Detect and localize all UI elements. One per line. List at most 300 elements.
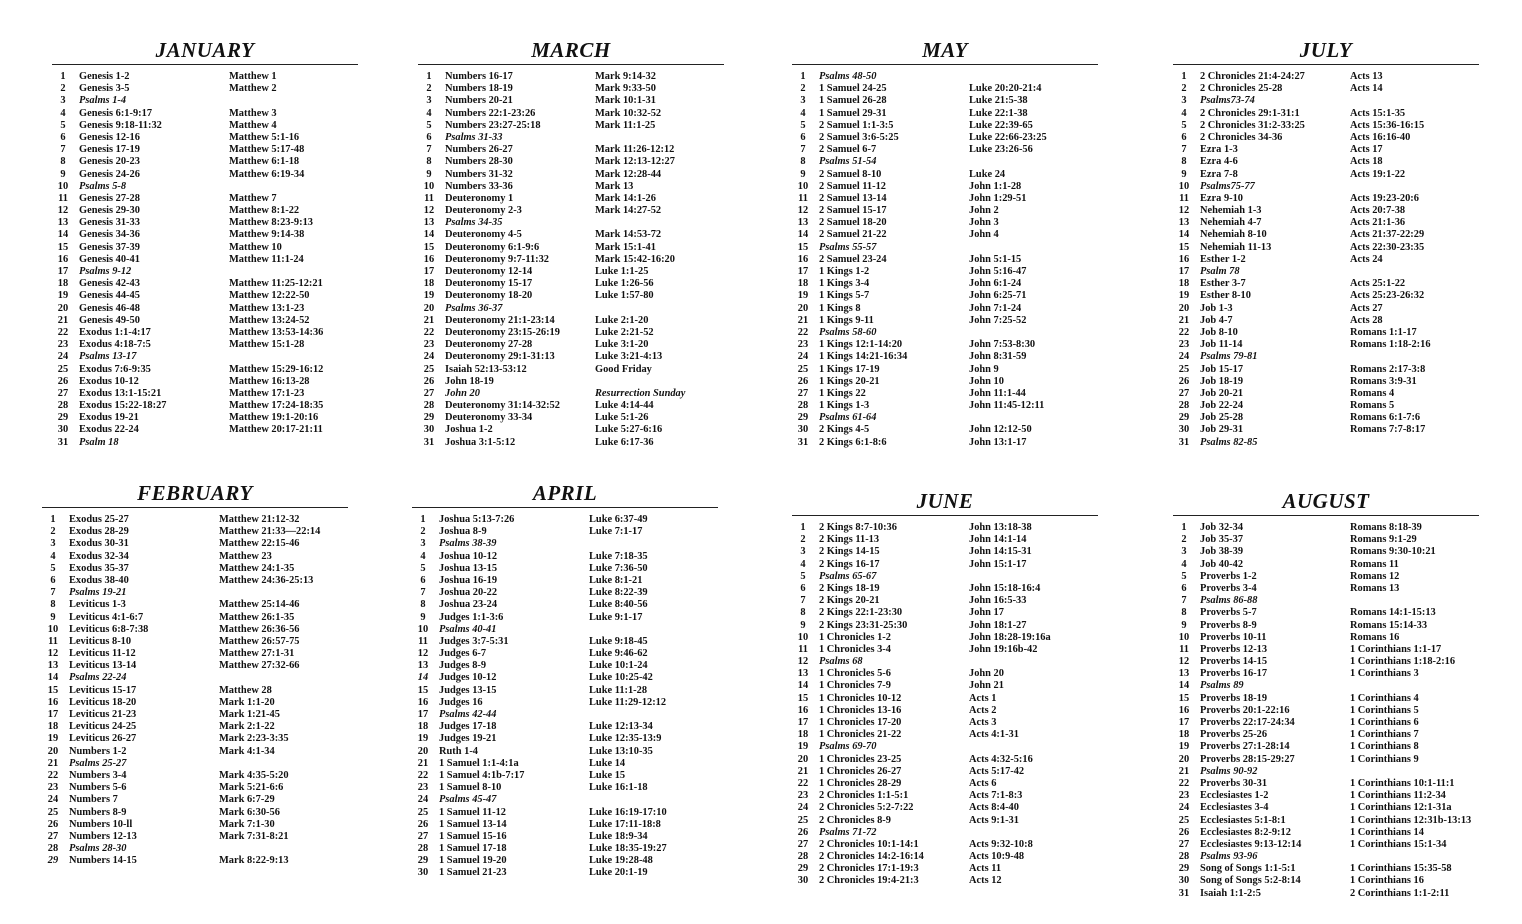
reading-primary: Genesis 29-30 <box>79 205 140 217</box>
reading-secondary: John 14:15-31 <box>969 546 1032 558</box>
reading-secondary: Luke 1:26-56 <box>595 278 654 290</box>
reading-primary: Psalms 93-96 <box>1200 851 1258 863</box>
reading-row <box>792 741 1098 753</box>
reading-primary: Numbers 16-17 <box>445 71 513 82</box>
reading-primary: 2 Samuel 21-22 <box>819 229 887 241</box>
reading-row <box>792 327 1098 339</box>
reading-row <box>792 437 1098 449</box>
reading-secondary: Luke 9:46-62 <box>589 648 648 660</box>
reading-secondary: Romans 16 <box>1350 631 1400 643</box>
reading-secondary: John 2 <box>969 205 999 217</box>
day-number: 29 <box>1178 863 1190 875</box>
reading-row <box>52 193 358 205</box>
reading-primary: 2 Chronicles 17:1-19:3 <box>819 863 919 875</box>
reading-secondary: Luke 18:9-34 <box>589 830 648 842</box>
reading-secondary: Luke 23:26-56 <box>969 144 1033 156</box>
day-number: 26 <box>417 818 429 830</box>
day-number: 19 <box>1178 741 1190 753</box>
reading-primary: 2 Chronicles 10:1-14:1 <box>819 838 919 850</box>
reading-row <box>42 855 348 867</box>
reading-secondary: John 14:1-14 <box>969 534 1027 546</box>
reading-secondary: Romans 4 <box>1350 387 1395 399</box>
day-number: 15 <box>57 241 69 253</box>
reading-primary: Psalms 86-88 <box>1200 595 1258 607</box>
reading-list <box>42 514 348 867</box>
reading-secondary: John 18:28-19:16a <box>969 631 1051 643</box>
reading-primary: Judges 6-7 <box>439 648 487 660</box>
reading-row <box>1173 595 1479 607</box>
reading-secondary: Acts 22:30-23:35 <box>1350 241 1425 253</box>
reading-secondary: John 7:53-8:30 <box>969 339 1036 351</box>
reading-secondary: Acts 3 <box>969 717 997 728</box>
reading-primary: Joshua 8-9 <box>439 526 487 538</box>
reading-secondary: Mark 4:1-34 <box>219 745 275 757</box>
reading-secondary: Acts 11 <box>969 863 1002 875</box>
day-number: 17 <box>797 266 809 277</box>
day-number: 5 <box>426 119 432 131</box>
reading-secondary: Acts 18 <box>1350 156 1383 168</box>
day-number: 8 <box>800 156 806 168</box>
reading-secondary: John 15:1-17 <box>969 558 1027 570</box>
day-number: 7 <box>1181 595 1187 607</box>
reading-primary: Proverbs 12-13 <box>1200 643 1268 655</box>
reading-row <box>42 648 348 660</box>
reading-row <box>42 636 348 648</box>
reading-primary: Proverbs 1-2 <box>1200 570 1257 582</box>
reading-primary: 2 Samuel 23-24 <box>819 253 887 265</box>
reading-row <box>792 169 1098 181</box>
day-number: 14 <box>1178 680 1190 692</box>
day-number: 12 <box>423 205 435 217</box>
reading-primary: Leviticus 13-14 <box>69 660 137 672</box>
day-number: 1 <box>1181 522 1187 533</box>
reading-primary: Exodus 13:1-15:21 <box>79 387 162 399</box>
reading-row <box>42 563 348 575</box>
reading-secondary: 1 Corinthians 1:1-17 <box>1350 643 1442 655</box>
day-number: 29 <box>797 412 809 424</box>
reading-row <box>1173 680 1479 692</box>
reading-row <box>792 839 1098 851</box>
day-number: 20 <box>797 753 809 765</box>
reading-row <box>52 400 358 412</box>
reading-secondary: Luke 16:1-18 <box>589 782 648 794</box>
reading-primary: Numbers 22:1-23:26 <box>445 107 536 119</box>
reading-secondary: Acts 25:1-22 <box>1350 278 1406 290</box>
reading-row <box>52 83 358 95</box>
reading-row <box>412 612 718 624</box>
day-number: 10 <box>797 180 809 192</box>
reading-secondary: Romans 9:1-29 <box>1350 534 1417 546</box>
reading-row <box>42 575 348 587</box>
day-number: 1 <box>800 71 806 82</box>
month-title: MARCH <box>531 38 611 62</box>
reading-secondary: Luke 1:1-25 <box>595 266 649 277</box>
reading-secondary: Acts 4:32-5:16 <box>969 753 1033 765</box>
reading-row <box>52 290 358 302</box>
reading-row <box>1173 254 1479 266</box>
reading-secondary: Luke 17:11-18:8 <box>589 818 661 830</box>
reading-row <box>792 254 1098 266</box>
reading-row <box>42 843 348 855</box>
reading-secondary: Acts 1 <box>969 692 997 704</box>
reading-primary: Job 8-10 <box>1200 326 1238 338</box>
day-number: 20 <box>47 745 59 757</box>
reading-secondary: John 9 <box>969 363 999 375</box>
reading-row <box>1173 412 1479 424</box>
day-number: 4 <box>426 107 432 119</box>
reading-row <box>1173 851 1479 863</box>
reading-row <box>418 71 724 83</box>
reading-secondary: John 1:1-28 <box>969 180 1022 192</box>
reading-secondary: Luke 9:18-45 <box>589 635 648 647</box>
reading-row <box>792 242 1098 254</box>
day-number: 8 <box>60 156 66 168</box>
reading-primary: Psalms 68 <box>819 656 863 668</box>
reading-primary: Song of Songs 1:1-5:1 <box>1200 863 1296 875</box>
reading-row <box>792 266 1098 278</box>
day-number: 8 <box>800 607 806 619</box>
reading-primary: Deuteronomy 31:14-32:52 <box>445 400 560 412</box>
day-number: 9 <box>800 168 806 180</box>
day-number: 28 <box>47 843 59 855</box>
reading-row <box>1173 266 1479 278</box>
reading-row <box>1173 815 1479 827</box>
day-number: 29 <box>57 412 69 424</box>
reading-row <box>792 424 1098 436</box>
reading-row <box>792 705 1098 717</box>
day-number: 14 <box>417 672 429 684</box>
reading-row <box>792 217 1098 229</box>
reading-row <box>1173 754 1479 766</box>
reading-primary: Psalms 90-92 <box>1200 765 1258 777</box>
reading-primary: 2 Chronicles 34-36 <box>1200 131 1283 143</box>
reading-primary: Proverbs 25-26 <box>1200 729 1268 741</box>
reading-secondary: 1 Corinthians 7 <box>1350 729 1419 741</box>
day-number: 8 <box>50 599 56 611</box>
reading-primary: 1 Chronicles 3-4 <box>819 643 891 655</box>
reading-secondary: 1 Corinthians 10:1-11:1 <box>1350 777 1455 789</box>
reading-row <box>1173 717 1479 729</box>
reading-row <box>42 599 348 611</box>
reading-primary: Proverbs 14-15 <box>1200 656 1268 668</box>
day-number: 23 <box>1178 790 1190 802</box>
day-number: 23 <box>1178 339 1190 351</box>
reading-secondary: Mark 12:13-12:27 <box>595 156 675 168</box>
reading-primary: Joshua 1-2 <box>445 424 493 436</box>
reading-primary: Numbers 1-2 <box>69 745 127 757</box>
reading-row <box>792 229 1098 241</box>
reading-secondary: Acts 14 <box>1350 83 1383 95</box>
month-title: AUGUST <box>1282 489 1370 513</box>
reading-secondary: Matthew 21:33—22:14 <box>219 526 321 538</box>
reading-secondary: 2 Corinthians 1:1-2:11 <box>1350 887 1450 899</box>
reading-primary: Psalms 82-85 <box>1200 436 1258 448</box>
reading-row <box>418 412 724 424</box>
reading-primary: 2 Kings 8:7-10:36 <box>819 522 897 533</box>
day-number: 23 <box>57 339 69 351</box>
reading-secondary: Luke 11:29-12:12 <box>589 696 667 708</box>
reading-secondary: Mark 6:30-56 <box>219 806 280 818</box>
reading-secondary: John 8:31-59 <box>969 351 1027 363</box>
reading-secondary: Matthew 8:23-9:13 <box>229 217 313 229</box>
day-number: 29 <box>47 855 59 867</box>
day-number: 3 <box>800 546 806 558</box>
reading-primary: Genesis 37-39 <box>79 241 140 253</box>
reading-primary: Psalms 79-81 <box>1200 351 1258 363</box>
reading-secondary: Luke 13:10-35 <box>589 745 653 757</box>
reading-primary: Psalms 28-30 <box>69 843 127 855</box>
reading-row <box>1173 156 1479 168</box>
reading-row <box>418 376 724 388</box>
reading-row <box>792 181 1098 193</box>
reading-primary: Psalms 45-47 <box>439 794 497 806</box>
day-number: 11 <box>418 635 428 647</box>
day-number: 11 <box>48 635 58 647</box>
reading-primary: Genesis 44-45 <box>79 290 140 302</box>
reading-row <box>418 156 724 168</box>
day-number: 10 <box>1178 180 1190 192</box>
day-number: 10 <box>417 623 429 635</box>
day-number: 4 <box>50 550 56 562</box>
reading-row <box>418 290 724 302</box>
reading-secondary: Matthew 12:22-50 <box>229 290 310 302</box>
reading-row <box>418 351 724 363</box>
reading-secondary: 1 Corinthians 12:31b-13:13 <box>1350 814 1472 826</box>
reading-primary: Job 38-39 <box>1200 546 1244 558</box>
reading-row <box>418 132 724 144</box>
reading-primary: 1 Samuel 13-14 <box>439 818 507 830</box>
reading-primary: John 20 <box>445 387 480 399</box>
reading-row <box>42 831 348 843</box>
reading-primary: Exodus 28-29 <box>69 526 129 538</box>
reading-row <box>412 672 718 684</box>
reading-secondary: Acts 15:36-16:15 <box>1350 119 1425 131</box>
reading-primary: 1 Chronicles 17-20 <box>819 717 902 728</box>
reading-secondary: Luke 14 <box>589 757 626 769</box>
reading-secondary: Luke 2:1-20 <box>595 314 649 326</box>
day-number: 27 <box>1178 838 1190 850</box>
day-number: 25 <box>797 363 809 375</box>
reading-secondary: Matthew 22:15-46 <box>219 538 300 550</box>
day-number: 26 <box>1178 826 1190 838</box>
reading-secondary: Acts 5:17-42 <box>969 765 1025 777</box>
reading-primary: Job 29-31 <box>1200 424 1244 436</box>
reading-primary: Psalms 34-35 <box>445 217 503 229</box>
reading-row <box>1173 644 1479 656</box>
reading-secondary: John 12:12-50 <box>969 424 1032 436</box>
reading-secondary: John 15:18-16:4 <box>969 582 1041 594</box>
day-number: 6 <box>60 131 66 143</box>
day-number: 28 <box>797 400 809 412</box>
reading-row <box>1173 546 1479 558</box>
month-title: JULY <box>1299 38 1353 62</box>
day-number: 9 <box>800 619 806 631</box>
reading-primary: Leviticus 26-27 <box>69 733 137 745</box>
reading-primary: Numbers 10-ll <box>69 818 133 830</box>
day-number: 9 <box>420 611 426 623</box>
month-june <box>792 489 1098 888</box>
reading-row <box>792 120 1098 132</box>
reading-row <box>792 546 1098 558</box>
reading-primary: 2 Samuel 15-17 <box>819 205 887 217</box>
reading-list <box>792 71 1098 449</box>
reading-row <box>1173 229 1479 241</box>
reading-primary: 1 Kings 12:1-14:20 <box>819 339 903 351</box>
reading-secondary: Luke 22:1-38 <box>969 107 1028 119</box>
reading-row <box>52 376 358 388</box>
reading-row <box>792 71 1098 83</box>
reading-primary: 2 Samuel 11-12 <box>819 180 886 192</box>
day-number: 24 <box>417 794 429 806</box>
reading-row <box>42 746 348 758</box>
reading-primary: Psalms 55-57 <box>819 241 877 253</box>
reading-row <box>792 851 1098 863</box>
reading-secondary: Matthew 28 <box>219 684 272 696</box>
day-number: 18 <box>423 278 435 290</box>
day-number: 17 <box>1178 266 1190 277</box>
reading-primary: Psalms 1-4 <box>79 95 127 107</box>
reading-secondary: Matthew 6:19-34 <box>229 168 305 180</box>
reading-primary: 1 Chronicles 10-12 <box>819 692 902 704</box>
reading-secondary: 1 Corinthians 3 <box>1350 668 1419 680</box>
reading-primary: Proverbs 27:1-28:14 <box>1200 741 1290 753</box>
day-number: 8 <box>420 599 426 611</box>
reading-list <box>412 514 718 880</box>
reading-row <box>52 388 358 400</box>
reading-secondary: Luke 8:1-21 <box>589 574 643 586</box>
reading-secondary: Mark 12:28-44 <box>595 168 662 180</box>
day-number: 25 <box>423 363 435 375</box>
reading-secondary: Acts 15:1-35 <box>1350 107 1406 119</box>
reading-row <box>792 315 1098 327</box>
reading-secondary: Mark 1:21-45 <box>219 709 280 720</box>
reading-primary: Psalms73-74 <box>1200 95 1255 107</box>
reading-secondary: Mark 8:22-9:13 <box>219 855 289 867</box>
reading-row <box>52 95 358 107</box>
reading-primary: 1 Chronicles 28-29 <box>819 777 902 789</box>
reading-primary: Esther 8-10 <box>1200 290 1251 302</box>
day-number: 14 <box>423 229 435 241</box>
day-number: 30 <box>423 424 435 436</box>
reading-row <box>42 538 348 550</box>
reading-primary: 2 Kings 16-17 <box>819 558 880 570</box>
day-number: 11 <box>798 643 808 655</box>
day-number: 9 <box>60 168 66 180</box>
reading-row <box>418 95 724 107</box>
reading-row <box>52 364 358 376</box>
reading-row <box>1173 108 1479 120</box>
reading-primary: Nehemiah 4-7 <box>1200 217 1262 229</box>
reading-primary: Genesis 3-5 <box>79 83 130 95</box>
day-number: 8 <box>1181 156 1187 168</box>
title-rule <box>792 515 1098 516</box>
reading-row <box>418 278 724 290</box>
reading-primary: Judges 10-12 <box>439 672 497 684</box>
reading-row <box>1173 778 1479 790</box>
reading-primary: Genesis 12-16 <box>79 131 140 143</box>
day-number: 18 <box>797 278 809 290</box>
reading-primary: Ecclesiastes 8:2-9:12 <box>1200 826 1291 838</box>
reading-primary: Psalms 9-12 <box>79 266 132 277</box>
day-number: 28 <box>1178 851 1190 863</box>
day-number: 21 <box>797 765 809 777</box>
reading-row <box>1173 522 1479 534</box>
reading-primary: Psalms 36-37 <box>445 302 503 314</box>
month-title: MAY <box>922 38 968 62</box>
reading-secondary: Mark 2:23-3:35 <box>219 733 289 745</box>
reading-primary: Judges 1:1-3:6 <box>439 611 504 623</box>
day-number: 4 <box>60 107 66 119</box>
reading-primary: Deuteronomy 18-20 <box>445 290 533 302</box>
reading-secondary: Matthew 13:53-14:36 <box>229 326 324 338</box>
reading-primary: Deuteronomy 1 <box>445 192 514 204</box>
reading-secondary: Mark 5:21-6:6 <box>219 782 284 794</box>
day-number: 12 <box>417 648 429 660</box>
reading-row <box>412 697 718 709</box>
reading-primary: Numbers 3-4 <box>69 769 127 781</box>
reading-secondary: Matthew 5:17-48 <box>229 144 305 156</box>
day-number: 22 <box>797 777 809 789</box>
reading-primary: Exodus 25-27 <box>69 514 129 525</box>
reading-primary: 1 Kings 14:21-16:34 <box>819 351 908 363</box>
day-number: 25 <box>797 814 809 826</box>
reading-secondary: Matthew 26:36-56 <box>219 623 300 635</box>
reading-primary: 1 Chronicles 1-2 <box>819 631 891 643</box>
reading-secondary: Matthew 19:1-20:16 <box>229 412 319 424</box>
day-number: 30 <box>57 424 69 436</box>
reading-secondary: Acts 19:23-20:6 <box>1350 192 1419 204</box>
reading-primary: Genesis 49-50 <box>79 314 140 326</box>
reading-secondary: Luke 9:1-17 <box>589 611 643 623</box>
day-number: 10 <box>797 631 809 643</box>
reading-row <box>52 132 358 144</box>
reading-list <box>792 522 1098 888</box>
reading-row <box>1173 242 1479 254</box>
reading-row <box>52 144 358 156</box>
day-number: 5 <box>1181 570 1187 582</box>
reading-primary: Leviticus 1-3 <box>69 599 126 611</box>
day-number: 20 <box>417 745 429 757</box>
day-number: 17 <box>47 709 59 720</box>
reading-row <box>418 364 724 376</box>
reading-primary: Leviticus 8-10 <box>69 635 132 647</box>
reading-secondary: Acts 19:1-22 <box>1350 168 1406 180</box>
reading-row <box>42 758 348 770</box>
day-number: 27 <box>797 387 809 399</box>
reading-primary: 2 Chronicles 31:2-33:25 <box>1200 119 1305 131</box>
reading-primary: Psalms 22-24 <box>69 672 127 684</box>
day-number: 11 <box>1179 192 1189 204</box>
day-number: 2 <box>800 83 806 95</box>
reading-primary: Isaiah 52:13-53:12 <box>445 363 527 375</box>
reading-row <box>1173 327 1479 339</box>
reading-row <box>52 242 358 254</box>
reading-row <box>418 193 724 205</box>
day-number: 2 <box>800 534 806 546</box>
reading-secondary: Matthew 9:14-38 <box>229 229 305 241</box>
day-number: 6 <box>800 582 806 594</box>
day-number: 18 <box>1178 729 1190 741</box>
day-number: 28 <box>1178 400 1190 412</box>
reading-primary: 1 Kings 22 <box>819 387 866 399</box>
day-number: 25 <box>417 806 429 818</box>
day-number: 2 <box>1181 534 1187 546</box>
reading-row <box>792 607 1098 619</box>
reading-primary: Genesis 34-36 <box>79 229 140 241</box>
reading-primary: Numbers 12-13 <box>69 830 137 842</box>
reading-row <box>1173 303 1479 315</box>
reading-primary: Proverbs 8-9 <box>1200 619 1257 631</box>
